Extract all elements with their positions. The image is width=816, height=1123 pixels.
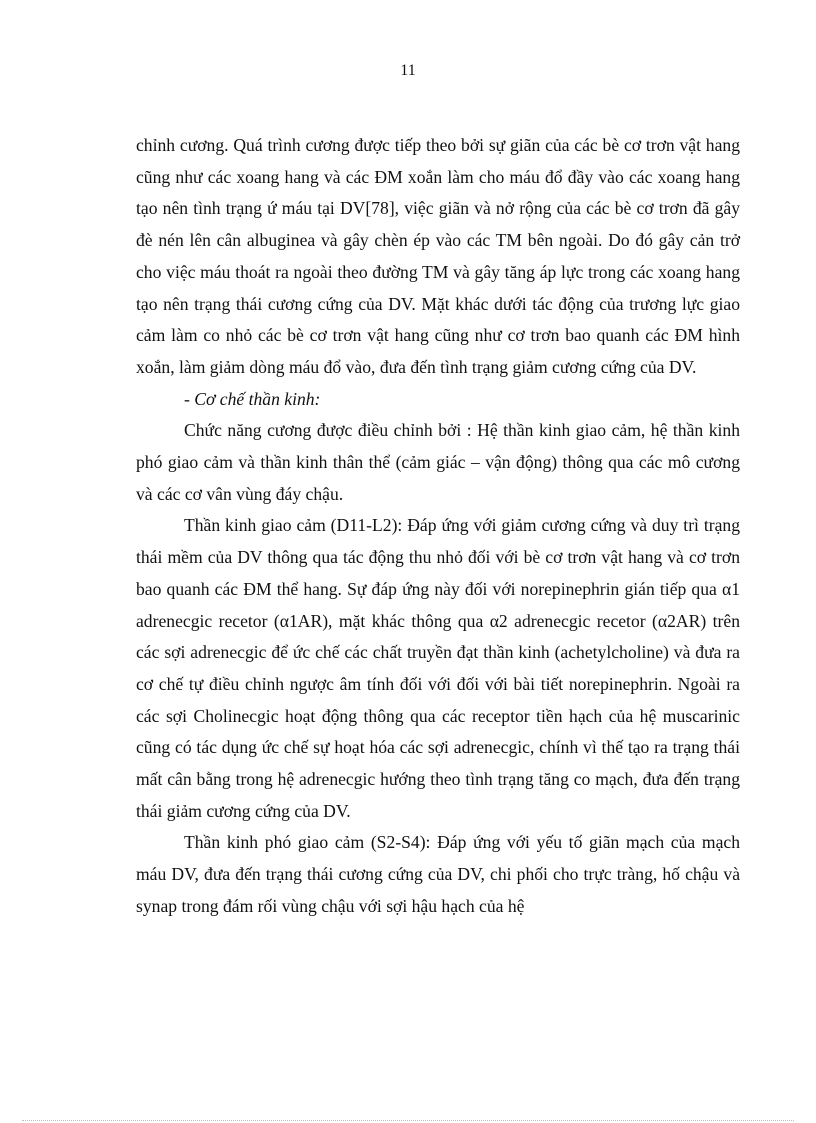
paragraph-erection-mechanism: chỉnh cương. Quá trình cương được tiếp theo bởi sự giãn của các bè cơ trơn vật hang cũng như các xoang hang và các ĐM xoắn làm cho máu đổ đầy vào các xoang hang tạo nên tình trạng ứ máu tại DV[78], việc giãn và nở rộng của các bè cơ trơn đã gây đè nén lên cân albuginea và gây chèn ép vào các TM bên ngoài. Do đó gây cản trở cho việc máu thoát ra ngoài theo đường TM và gây tăng áp lực trong các xoang hang tạo nên trạng thái cương cứng của DV. Mặt khác dưới tác động của trương lực giao cảm làm co nhỏ các bè cơ trơn vật hang cũng như cơ trơn bao quanh các ĐM hình xoắn, làm giảm dòng máu đổ vào, đưa đến tình trạng giảm cương cứng của DV. (136, 135, 740, 377)
paragraph-nervous-control: Chức năng cương được điều chỉnh bởi : Hệ thần kinh giao cảm, hệ thần kinh phó giao cảm và thần kinh thân thể (cảm giác – vận động) thông qua các mô cương và các cơ vân vùng đáy chậu. (136, 420, 740, 504)
paragraph-parasympathetic-nerve: Thần kinh phó giao cảm (S2-S4): Đáp ứng với yếu tố giãn mạch của mạch máu DV, đưa đến trạng thái cương cứng của DV, chi phối cho trực tràng, hố chậu và synap trong đám rối vùng chậu với sợi hậu hạch của hệ (136, 832, 740, 916)
section-heading-neural-mechanism: - Cơ chế thần kinh: (184, 388, 321, 409)
body-text (136, 130, 740, 923)
page-number: 11 (400, 62, 416, 79)
page-bottom-border (22, 1120, 794, 1121)
paragraph-sympathetic-nerve: Thần kinh giao cảm (D11-L2): Đáp ứng với giảm cương cứng và duy trì trạng thái mềm của DV thông qua tác động thu nhỏ đối với bè cơ trơn vật hang và cơ trơn bao quanh các ĐM thể hang. Sự đáp ứng này đối với norepinephrin gián tiếp qua α1 adrenecgic recetor (α1AR), mặt khác thông qua α2 adrenecgic recetor (α2AR) trên các sợi adrenecgic để ức chế các chất truyền đạt thần kinh (achetylcholine) và đưa ra cơ chế tự điều chỉnh ngược âm tính đối với đối với bài tiết norepinephrin. Ngoài ra các sợi Cholinecgic hoạt động thông qua các receptor tiền hạch của hệ muscarinic cũng có tác dụng ức chế sự hoạt hóa các sợi adrenecgic, chính vì thế tạo ra trạng thái mất cân bằng trong hệ adrenecgic hướng theo tình trạng tăng co mạch, đưa đến trạng thái giảm cương cứng của DV. (136, 515, 740, 821)
